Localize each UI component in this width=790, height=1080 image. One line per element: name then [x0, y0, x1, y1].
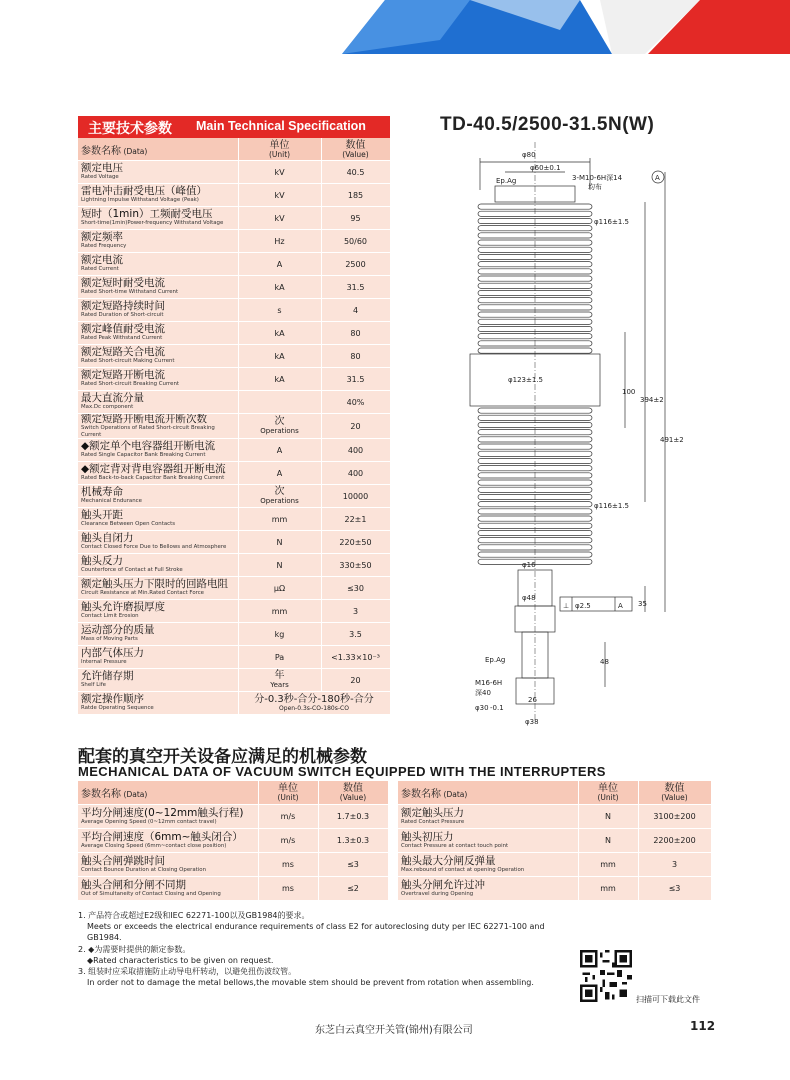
- value-cell: 20: [321, 414, 390, 439]
- value-cell: 400: [321, 439, 390, 462]
- param-cell: 额定短路持续时间 Rated Duration of Short-circuit: [78, 299, 238, 322]
- spec-row: [78, 391, 390, 414]
- dim-label: φ60±0.1: [530, 164, 561, 172]
- unit-cell: kV: [238, 184, 321, 207]
- value-cell: 1.3±0.3: [318, 829, 388, 853]
- unit-cell: ms: [258, 877, 318, 901]
- param-cell: 平均分闸速度(0~12mm触头行程) Average Opening Speed (0~12mm contact travel): [78, 805, 258, 829]
- spec-row: [78, 554, 390, 577]
- unit-cell: mm: [238, 600, 321, 623]
- param-header: 参数名称 (Data): [78, 781, 258, 805]
- value-header: 数值 (Value): [638, 781, 711, 805]
- column-gap: [388, 781, 398, 805]
- dim-label: ⊥: [563, 602, 570, 610]
- value-cell: 80: [321, 345, 390, 368]
- value-cell: ≤30: [321, 577, 390, 600]
- unit-cell: 年 Years: [238, 669, 321, 692]
- value-cell: 22±1: [321, 508, 390, 531]
- unit-cell: N: [578, 805, 638, 829]
- unit-cell: s: [238, 299, 321, 322]
- spec-row: [78, 368, 390, 391]
- spec-row: [78, 462, 390, 485]
- unit-cell: [238, 391, 321, 414]
- value-cell: 1.7±0.3: [318, 805, 388, 829]
- dim-label: φ2.5: [575, 602, 591, 610]
- param-cell: 触头开距 Clearance Between Open Contacts: [78, 508, 238, 531]
- value-cell: 31.5: [321, 276, 390, 299]
- param-cell: 允许储存期 Shelf Life: [78, 669, 238, 692]
- param-cell: 额定电流 Rated Current: [78, 253, 238, 276]
- value-cell: 3.5: [321, 623, 390, 646]
- value-cell: 95: [321, 207, 390, 230]
- note-line: 1. 产品符合或超过E2级和IEC 62271-100以及GB1984的要求。: [78, 911, 310, 920]
- value-cell: 40%: [321, 391, 390, 414]
- param-cell: 额定短路开断电流 Rated Short-circuit Breaking Current: [78, 368, 238, 391]
- spec-row: [78, 485, 390, 508]
- spec-row: [78, 184, 390, 207]
- qr-code: [580, 950, 632, 1002]
- unit-cell: kV: [238, 207, 321, 230]
- value-cell: 80: [321, 322, 390, 345]
- mech-row: [78, 829, 711, 853]
- value-cell: 3: [638, 853, 711, 877]
- unit-cell: kA: [238, 322, 321, 345]
- spec-row: [78, 646, 390, 669]
- note-line: In order not to damage the metal bellows,the movable stem should be prevent from rotation when assembling.: [87, 978, 534, 988]
- value-cell: 20: [321, 669, 390, 692]
- dim-label: 100: [622, 388, 636, 396]
- value-cell: 31.5: [321, 368, 390, 391]
- unit-cell: m/s: [258, 805, 318, 829]
- table-cell: 额定操作顺序 Ratde Operating Sequence: [78, 692, 238, 715]
- dim-label: φ116±1.5: [594, 218, 629, 226]
- dim-label: 26: [528, 696, 537, 704]
- value-cell: 3100±200: [638, 805, 711, 829]
- mech-row: [78, 805, 711, 829]
- value-cell: 330±50: [321, 554, 390, 577]
- spec-row: [78, 669, 390, 692]
- spec-row: [78, 600, 390, 623]
- param-cell: 额定触头压力 Rated Contact Pressure: [398, 805, 578, 829]
- mech-title-en: MECHANICAL DATA OF VACUUM SWITCH EQUIPPED WITH THE INTERRUPTERS: [78, 764, 606, 779]
- param-cell: 触头允许磨损厚度 Contact Limit Erosion: [78, 600, 238, 623]
- param-cell: 额定触头压力下限时的回路电阻 Circuit Resistance at Min.Rated Contact Force: [78, 577, 238, 600]
- unit-cell: m/s: [258, 829, 318, 853]
- spec-row: [78, 439, 390, 462]
- spec-row: [78, 161, 390, 184]
- top-banner-graphic: [0, 0, 790, 56]
- value-cell: 3: [321, 600, 390, 623]
- param-cell: 最大直流分量 Max.Dc component: [78, 391, 238, 414]
- spec-header-row: [78, 138, 390, 161]
- param-cell: 运动部分的质量 Mass of Moving Parts: [78, 623, 238, 646]
- mech-header-row: [78, 781, 711, 805]
- unit-cell: N: [238, 531, 321, 554]
- model-number: TD-40.5/2500-31.5N(W): [440, 114, 655, 135]
- note-line: 2. ◆为需要时提供的额定参数。: [78, 944, 191, 954]
- param-cell: 短时（1min）工频耐受电压 Short-time(1min)Power-frequency Withstand Voltage: [78, 207, 238, 230]
- dim-label: 深40: [475, 689, 491, 697]
- value-cell: 400: [321, 462, 390, 485]
- note-line: Meets or exceeds the electrical endurance requirements of class E2 for autoreclosing duty per IEC 62271-100 and GB1984.: [87, 922, 545, 943]
- param-cell: 额定峰值耐受电流 Rated Peak Withstand Current: [78, 322, 238, 345]
- dim-label: φ116±1.5: [594, 502, 629, 510]
- value-header: 数值 (Value): [321, 138, 390, 161]
- unit-header: 单位 (Unit): [258, 781, 318, 805]
- param-cell: 额定短路关合电流 Rated Short-circuit Making Current: [78, 345, 238, 368]
- unit-cell: mm: [578, 853, 638, 877]
- unit-cell: kA: [238, 368, 321, 391]
- spec-title-cn: 主要技术参数: [88, 121, 172, 137]
- param-cell: 额定短路开断电流开断次数 Switch Operations of Rated Short-circuit Breaking Current: [78, 414, 238, 439]
- param-cell: 触头合闸弹跳时间 Contact Bounce Duration at Closing Operation: [78, 853, 258, 877]
- dim-label: 35: [638, 600, 647, 608]
- spec-row: [78, 577, 390, 600]
- param-cell: 内部气体压力 Internal Pressure: [78, 646, 238, 669]
- dim-label: φ30: [475, 704, 489, 712]
- value-cell: 185: [321, 184, 390, 207]
- unit-header: 单位 (Unit): [578, 781, 638, 805]
- value-cell: 40.5: [321, 161, 390, 184]
- spec-row: [78, 414, 390, 439]
- spec-title-bar: [78, 116, 390, 138]
- note-line: 3. 组装时应采取措施防止动导电杆转动，以避免扭伤波纹管。: [78, 967, 297, 977]
- mech-title-cn: 配套的真空开关设备应满足的机械参数: [78, 747, 367, 767]
- dim-label: 48: [600, 658, 609, 666]
- spec-row: [78, 276, 390, 299]
- value-cell: ≤3: [318, 853, 388, 877]
- value-cell: 2200±200: [638, 829, 711, 853]
- value-cell: 50/60: [321, 230, 390, 253]
- dim-label: A: [655, 174, 660, 182]
- param-cell: 触头分闸允许过冲 Overtravel during Opening: [398, 877, 578, 901]
- qr-caption: 扫描可下载此文件: [636, 995, 700, 1004]
- mech-row: [78, 853, 711, 877]
- dim-label: φ16: [522, 561, 536, 569]
- company-name: 东芝白云真空开关管(锦州)有限公司: [315, 1025, 473, 1036]
- dim-label: φ38: [525, 718, 539, 726]
- unit-cell: 次 Operations: [238, 485, 321, 508]
- spec-row: [78, 345, 390, 368]
- spec-row: [78, 322, 390, 345]
- spec-row: [78, 623, 390, 646]
- unit-cell: N: [578, 829, 638, 853]
- unit-cell: N: [238, 554, 321, 577]
- unit-cell: μΩ: [238, 577, 321, 600]
- dim-label: φ123±1.5: [508, 376, 543, 384]
- param-cell: 雷电冲击耐受电压（峰值） Lightning Impulse Withstand Voltage (Peak): [78, 184, 238, 207]
- spec-row: [78, 207, 390, 230]
- param-cell: 额定电压 Rated Voltage: [78, 161, 238, 184]
- param-cell: 触头反力 Counterforce of Contact at Full Stroke: [78, 554, 238, 577]
- value-cell: ≤3: [638, 877, 711, 901]
- unit-cell: 次 Operations: [238, 414, 321, 439]
- mech-row: [78, 877, 711, 901]
- param-cell: 触头合闸和分闸不同期 Out of Simultaneity of Contact Closing and Opening: [78, 877, 258, 901]
- unit-cell: A: [238, 462, 321, 485]
- unit-header: 单位 (Unit): [238, 138, 321, 161]
- dim-label: φ48: [522, 594, 536, 602]
- spec-row: [78, 531, 390, 554]
- note-line: ◆Rated characteristics to be given on request.: [87, 955, 274, 965]
- param-cell: 触头初压力 Contact Pressure at contact touch point: [398, 829, 578, 853]
- param-header: 参数名称 (Data): [398, 781, 578, 805]
- dim-label: Ep.Ag: [485, 656, 506, 664]
- unit-cell: ms: [258, 853, 318, 877]
- unit-cell: kA: [238, 276, 321, 299]
- value-cell: 4: [321, 299, 390, 322]
- param-cell: 机械寿命 Mechanical Endurance: [78, 485, 238, 508]
- param-cell: 触头自闭力 Contact Closed Force Due to Bellows and Atmosphere: [78, 531, 238, 554]
- column-gap: [388, 805, 398, 829]
- value-cell: 10000: [321, 485, 390, 508]
- param-cell: ◆额定背对背电容器组开断电流 Rated Back-to-back Capacitor Bank Breaking Current: [78, 462, 238, 485]
- param-cell: 额定频率 Rated Frequency: [78, 230, 238, 253]
- unit-cell: Pa: [238, 646, 321, 669]
- param-cell: 触头最大分闸反弹量 Max.rebound of contact at opening Operation: [398, 853, 578, 877]
- value-cell: ≤2: [318, 877, 388, 901]
- column-gap: [388, 877, 398, 901]
- spec-table: [78, 138, 391, 715]
- dim-label: -0.1: [490, 704, 504, 712]
- dim-label: φ80: [522, 151, 536, 159]
- dim-label: 394±2: [640, 396, 664, 404]
- spec-row: [78, 299, 390, 322]
- value-header: 数值 (Value): [318, 781, 388, 805]
- param-cell: 额定短时耐受电流 Rated Short-time Withstand Current: [78, 276, 238, 299]
- column-gap: [388, 853, 398, 877]
- unit-cell: mm: [578, 877, 638, 901]
- spec-row: [78, 230, 390, 253]
- unit-cell: kg: [238, 623, 321, 646]
- unit-cell: kV: [238, 161, 321, 184]
- interrupter-drawing: [460, 142, 710, 732]
- notes: [78, 910, 548, 988]
- mech-table: [78, 781, 712, 901]
- unit-cell: A: [238, 439, 321, 462]
- param-header: 参数名称 (Data): [78, 138, 238, 161]
- unit-cell: A: [238, 253, 321, 276]
- table-cell: 分-0.3秒-合分-180秒-合分 Open-0.3s-CO-180s-CO: [238, 692, 390, 715]
- dim-label: M16-6H: [475, 679, 503, 687]
- value-cell: 220±50: [321, 531, 390, 554]
- value-cell: 2500: [321, 253, 390, 276]
- dim-label: 3-M10-6H深14: [572, 174, 623, 182]
- param-cell: ◆额定单个电容器组开断电流 Rated Single Capacitor Bank Breaking Current: [78, 439, 238, 462]
- dim-label: Ep.Ag: [496, 177, 517, 185]
- spec-title-en: Main Technical Specification: [196, 119, 366, 133]
- spec-row: [78, 253, 390, 276]
- value-cell: <1.33×10⁻³: [321, 646, 390, 669]
- column-gap: [388, 829, 398, 853]
- dim-label: A: [618, 602, 623, 610]
- unit-cell: mm: [238, 508, 321, 531]
- param-cell: 平均合闸速度（6mm~触头闭合） Average Closing Speed (6mm~contact close position): [78, 829, 258, 853]
- operating-sequence-row: [78, 692, 390, 715]
- unit-cell: Hz: [238, 230, 321, 253]
- dim-label: 491±2: [660, 436, 684, 444]
- unit-cell: kA: [238, 345, 321, 368]
- page-number: 112: [690, 1019, 716, 1033]
- dim-label: 均布: [588, 183, 602, 191]
- spec-row: [78, 508, 390, 531]
